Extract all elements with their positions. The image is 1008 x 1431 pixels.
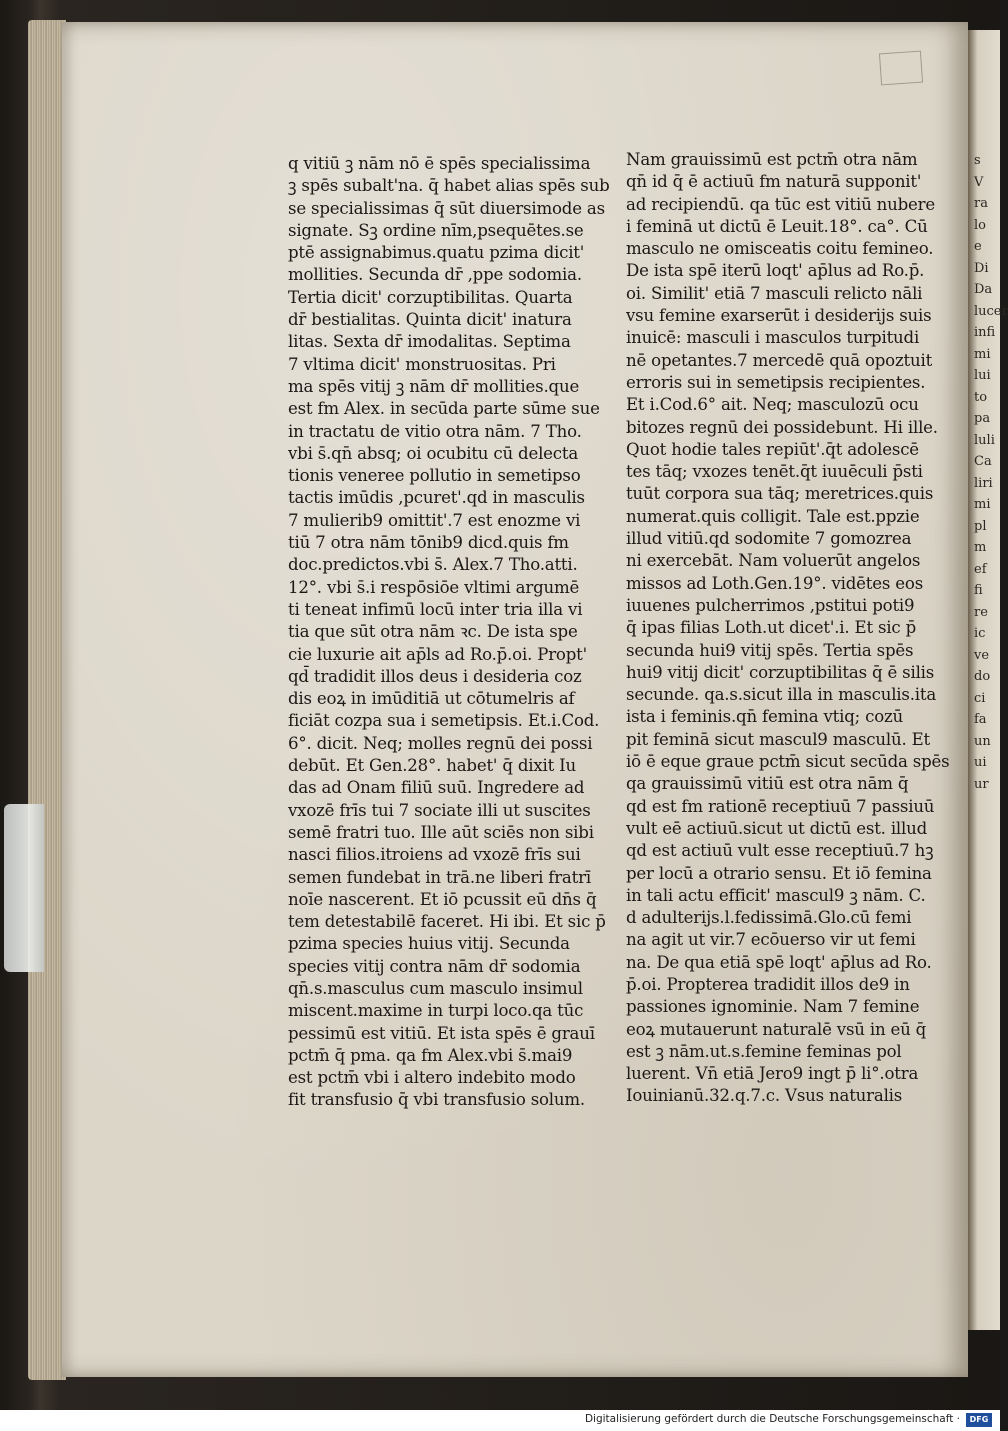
text-line: na agit ut vir.7 ecōuerso vir ut femi: [626, 930, 916, 950]
text-line: tuūt corpora sua tāq; meretrices.quis: [626, 484, 934, 504]
text-line: fit transfusio q̄ vbi transfusio solum.: [288, 1090, 586, 1110]
text-line: est ꝫ nām.ut.s.femine feminas pol: [626, 1041, 902, 1061]
bookmark-tab: [4, 804, 44, 972]
text-line: noīe nascerent. Et iō pcussit eū dn̄s q̄: [288, 889, 597, 909]
fragment-line: mi: [974, 346, 991, 362]
text-line: tionis veneree pollutio in semetipso: [288, 466, 581, 486]
text-line: semē fratri tuo. Ille aūt sciēs non sibi: [288, 822, 594, 842]
footer-bar: [0, 1410, 1000, 1431]
text-line: litas. Sexta dr̄ imodalitas. Septima: [288, 332, 571, 352]
fragment-line: ef: [974, 561, 987, 577]
text-line: iō ē eque graue pctm̄ sicut secūda spēs: [626, 752, 950, 772]
text-line: signate. Sꝫ ordine nīm,psequētes.se: [288, 220, 584, 240]
text-line: ptē assignabimus.quatu pzima dicit': [288, 243, 585, 263]
text-line: Tertia dicit' corzuptibilitas. Quarta: [288, 287, 573, 307]
footer-credit: Digitalisierung gefördert durch die Deutsche Forschungsgemeinschaft ·: [584, 1413, 960, 1425]
text-line: oi. Similit' etiā 7 masculi relicto nāli: [626, 283, 923, 303]
fragment-line: ic: [974, 626, 986, 641]
right-text-column: [626, 149, 950, 1108]
text-line: qn̄ id q̄ ē actiuū fm naturā supponit': [626, 172, 922, 192]
text-line: pctm̄ q̄ pma. qa fm Alex.vbi s̄.mai9: [288, 1045, 573, 1065]
fragment-line: lo: [974, 217, 986, 233]
text-line: das ad Onam filiū suū. Ingredere ad: [288, 778, 585, 798]
fragment-line: ui: [974, 755, 987, 770]
text-line: est fm Alex. in secūda parte sūme sue: [288, 399, 600, 419]
text-line: pessimū est vitiū. Et ista spēs ē grauī: [288, 1023, 595, 1043]
text-line: ficiāt cozpa sua i semetipsis. Et.i.Cod.: [288, 711, 600, 731]
text-line: ad recipiendū. qa tūc est vitiū nubere: [626, 194, 936, 214]
fragment-line: fi: [974, 583, 983, 598]
fragment-line: do: [974, 669, 991, 684]
text-line: nē opetantes.7 mercedē quā opoztuit: [626, 350, 933, 370]
facing-page-text-fragment: [974, 150, 1008, 810]
text-line: qa grauissimū vitiū est otra nām q̄: [626, 774, 909, 794]
text-line: Et i.Cod.6° ait. Neq; masculozū ocu: [626, 395, 919, 415]
text-line: semen fundebat in trā.ne liberi fratrī: [288, 867, 591, 887]
fragment-line: fa: [974, 712, 987, 727]
fragment-line: mi: [974, 497, 991, 512]
text-line: Nam grauissimū est pctm̄ otra nām: [626, 150, 918, 169]
text-line: qd est actiuū vult esse receptiuū.7 hꝫ: [626, 841, 934, 861]
text-line: ma spēs vitij ꝫ nām dr̄ mollities.que: [288, 376, 580, 396]
fragment-line: lucer: [974, 303, 1008, 319]
text-line: tem detestabilē faceret. Hi ibi. Et sic p̄: [288, 912, 606, 932]
fragment-line: ur: [974, 776, 989, 792]
text-line: erroris sui in semetipsis recipientes.: [626, 372, 926, 392]
left-text-column: [288, 153, 610, 1112]
text-line: in tractatu de vitio otra nām. 7 Tho.: [288, 421, 582, 441]
text-line: doc.predictos.vbi s̄. Alex.7 Tho.atti.: [288, 555, 578, 575]
fragment-line: e: [974, 239, 982, 254]
fragment-line: re: [974, 604, 988, 620]
fragment-line: Da: [974, 282, 993, 297]
text-line: iuuenes pulcherrimos ,pstitui poti9: [626, 595, 915, 615]
fragment-line: Ca: [974, 454, 992, 469]
text-line: ꝫ spēs subalt'na. q̄ habet alias spēs sub: [288, 176, 610, 196]
text-line: se specialissimas q̄ sūt diuersimode as: [288, 198, 605, 218]
fragment-line: V: [974, 174, 984, 190]
text-line: numerat.quis colligit. Tale est.ppzie: [626, 506, 920, 526]
text-line: ti teneat infimū locū inter tria illa vi: [288, 599, 583, 619]
text-line: vult eē actiuū.sicut ut dictū est. illud: [626, 818, 928, 838]
text-line: q vitiū ꝫ nām nō ē spēs specialissima: [288, 154, 591, 173]
text-line: secunde. qa.s.sicut illa in masculis.ita: [626, 685, 937, 705]
text-line: secunda hui9 vitij spēs. Tertia spēs: [626, 640, 914, 660]
text-line: bitozes regnū dei possidebunt. Hi ille.: [626, 417, 938, 437]
text-line: per locū a otrario sensu. Et iō femina: [626, 863, 932, 883]
text-line: illud vitiū.qd sodomite 7 gomozrea: [626, 529, 912, 549]
fragment-line: ci: [974, 690, 986, 706]
text-line: 12°. vbi s̄.i respōsiōe vltimi argumē: [288, 577, 580, 597]
text-line: masculo ne omisceatis coitu femineo.: [626, 239, 934, 259]
text-line: dis eoꝝ in imūditiā ut cōtumelris af: [288, 689, 575, 709]
fragment-line: liri: [974, 475, 993, 491]
fragment-line: luli: [974, 432, 995, 448]
text-line: Iouinianū.32.q.7.c. Vsus naturalis: [626, 1086, 903, 1106]
fragment-line: infi: [974, 325, 996, 340]
text-line: tactis imūdis ,pcuret'.qd in masculis: [288, 488, 585, 508]
text-line: vsu femine exarserūt i desiderijs suis: [626, 306, 932, 326]
text-line: na. De qua etiā spē loqt' ap̄lus ad Ro.: [626, 952, 932, 972]
fragment-line: ve: [974, 647, 990, 663]
text-line: miscent.maxime in turpi loco.qa tūc: [288, 1001, 584, 1021]
text-line: eoꝝ mutauerunt naturalē vsū in eū q̄: [626, 1019, 927, 1039]
text-line: De ista spē iterū loqt' ap̄lus ad Ro.p̄.: [626, 261, 925, 281]
text-line: ni exercebāt. Nam voluerūt angelos: [626, 551, 921, 571]
fragment-line: pa: [974, 411, 991, 426]
text-line: 7 vltima dicit' monstruositas. Pri: [288, 354, 556, 374]
dfg-logo: DFG: [966, 1413, 992, 1427]
text-line: cie luxurie ait ap̄ls ad Ro.p̄.oi. Propt': [288, 644, 587, 664]
text-line: 7 mulierib9 omittit'.7 est enozme vi: [288, 510, 581, 530]
fragment-line: m: [974, 540, 987, 555]
text-line: vxozē frīs tui 7 sociate illi ut suscites: [288, 800, 591, 820]
text-line: inuicē: masculi i masculos turpitudi: [626, 328, 920, 348]
text-line: ista i feminis.qn̄ femina vtiq; cozū: [626, 707, 904, 727]
fragment-line: ra: [974, 196, 988, 211]
fragment-line: lui: [974, 368, 991, 383]
text-line: qd est fm rationē receptiuū 7 passiuū: [626, 796, 935, 816]
fragment-line: pl: [974, 518, 987, 534]
fragment-line: to: [974, 389, 988, 405]
text-line: qd̄ tradidit illos deus i desideria coz: [288, 666, 582, 686]
text-line: pzima species huius vitij. Secunda: [288, 934, 570, 954]
text-line: 6°. dicit. Neq; molles regnū dei possi: [288, 733, 593, 753]
text-line: i feminā ut dictū ē Leuit.18°. ca°. Cū: [626, 216, 928, 236]
folio-mark: [879, 51, 923, 86]
text-line: mollities. Secunda dr̄ ,ppe sodomia.: [288, 265, 582, 285]
text-line: tes tāq; vxozes tenēt.q̄t iuuēculi p̄sti: [626, 462, 923, 482]
book-page-edges: [28, 20, 66, 1380]
text-line: est pctm̄ vbi i altero indebito modo: [288, 1068, 576, 1088]
text-line: debūt. Et Gen.28°. habet' q̄ dixit Iu: [288, 756, 577, 776]
text-line: q̄ ipas filias Loth.ut dicet'.i. Et sic p̄: [626, 618, 916, 638]
text-line: luerent. Vn̄ etiā Jero9 ingt p̄ li°.otra: [626, 1064, 919, 1084]
text-line: nasci filios.itroiens ad vxozē frīs sui: [288, 845, 581, 865]
text-line: tia que sūt otra nām ꝛc. De ista spe: [288, 622, 578, 642]
text-line: pit feminā sicut mascul9 masculū. Et: [626, 729, 930, 749]
text-line: p̄.oi. Propterea tradidit illos de9 in: [626, 974, 910, 994]
fragment-line: s: [974, 153, 981, 168]
text-line: in tali actu efficit' mascul9 ꝫ nām. C.: [626, 885, 926, 905]
text-line: tiū 7 otra nām tōnib9 dicd.quis fm: [288, 533, 569, 553]
text-line: dr̄ bestialitas. Quinta dicit' inatura: [288, 310, 572, 330]
text-line: passiones ignominie. Nam 7 femine: [626, 997, 920, 1017]
text-line: species vitij contra nām dr̄ sodomia: [288, 956, 581, 976]
text-line: vbi s̄.qn̄ absq; oi ocubitu cū delecta: [288, 443, 579, 463]
fragment-line: un: [974, 733, 991, 749]
text-line: hui9 vitij dicit' corzuptibilitas q̄ ē silis: [626, 662, 935, 682]
fragment-line: Di: [974, 260, 989, 276]
text-line: qn̄.s.masculus cum masculo insimul: [288, 978, 583, 998]
text-line: d adulterijs.l.fedissimā.Glo.cū femi: [626, 908, 912, 928]
text-line: Quot hodie tales repiūt'.q̄t adolescē: [626, 439, 919, 459]
text-line: missos ad Loth.Gen.19°. vidētes eos: [626, 573, 924, 593]
